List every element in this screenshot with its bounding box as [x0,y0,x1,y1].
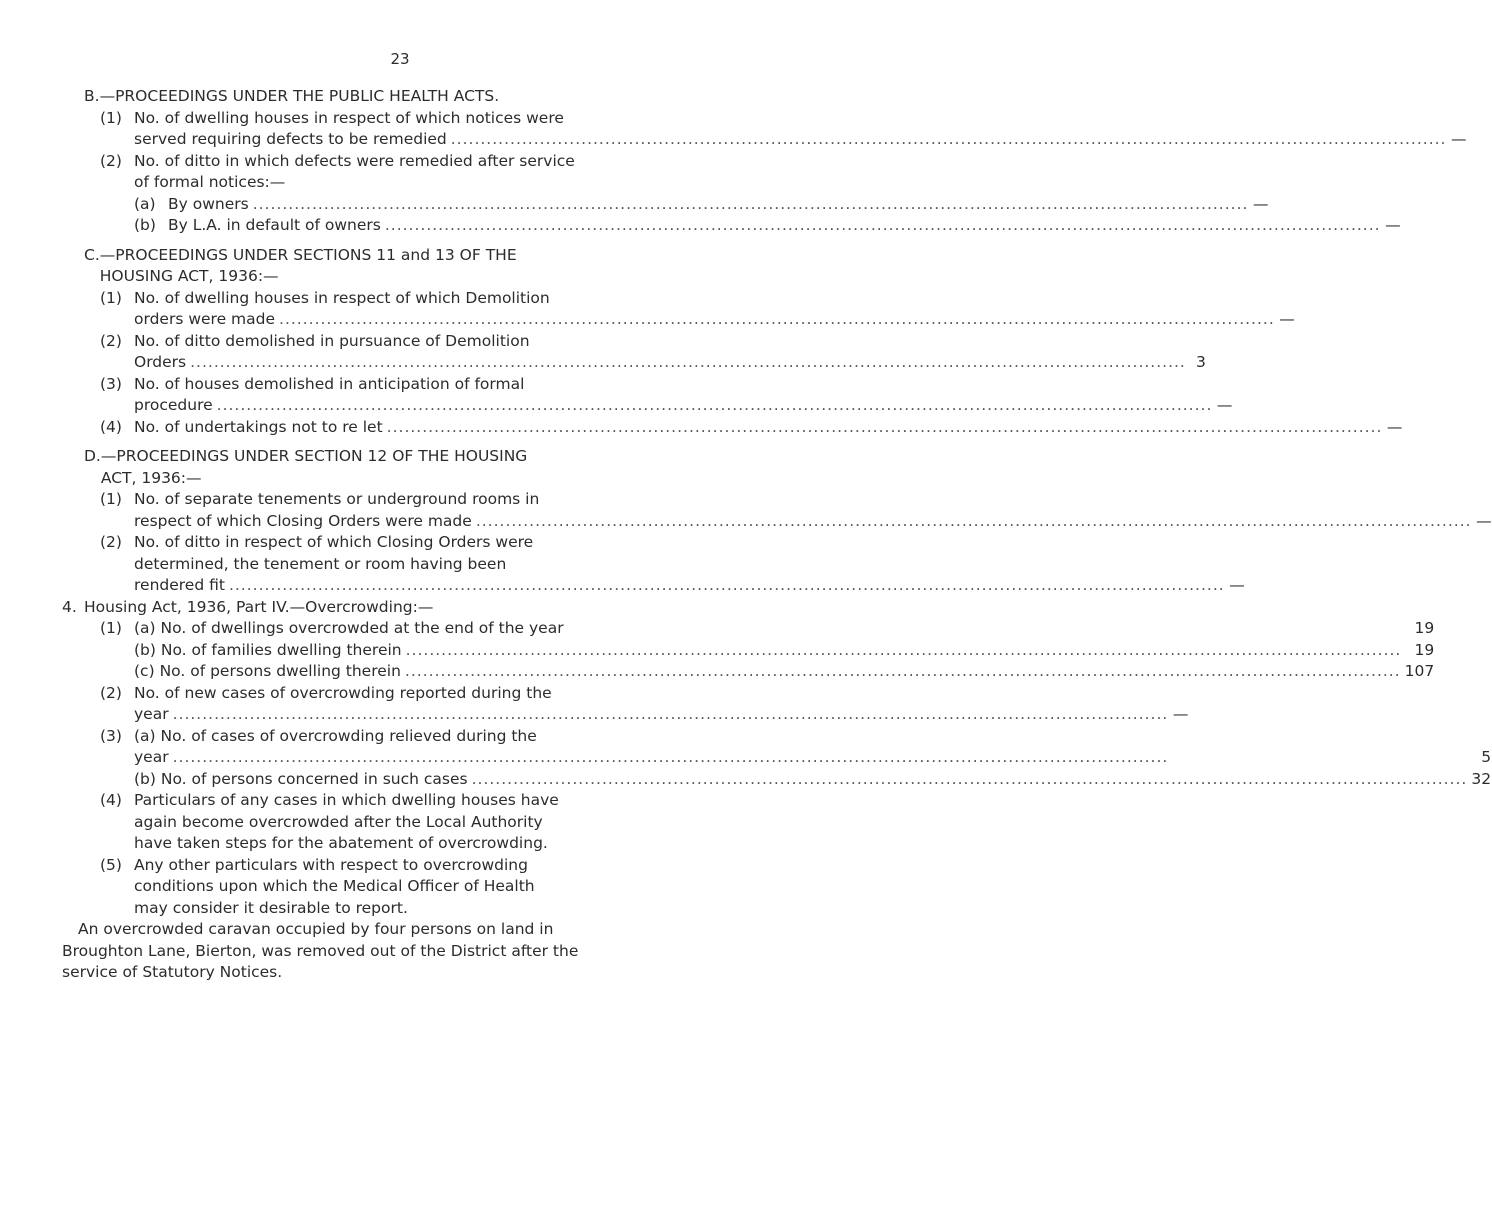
section-4-number: 4. [62,597,77,616]
section-c-letter: C. [84,245,100,264]
item-value: — [1279,310,1295,328]
item-text: No. of ditto demolished in pursuance of Demolition [134,331,530,350]
item-text: No. of separate tenements or underground rooms in [134,490,540,508]
paragraph-line: Broughton Lane, Bierton, was removed out of the District after the [62,941,579,960]
section-b-heading [84,86,726,108]
item-text: No. of ditto in respect of which Closing Orders were [134,533,534,551]
item-text: may consider it desirable to report. [134,898,408,917]
item-number: (1) [100,288,122,307]
section-4-title: Housing Act, 1936, Part IV.—Overcrowding:— [84,597,434,616]
section-4-heading [62,597,726,619]
item-value: — [1229,576,1245,594]
section-d-heading [84,446,726,489]
page-number: 23 [390,50,410,68]
section-b-subitem-b [84,215,1401,237]
item-text: orders were made [134,310,276,328]
item-text: Orders [134,353,187,371]
section-d-title-cont: ACT, 1936:— [100,468,202,487]
item-text: No. of dwelling houses in respect of which notices were [134,108,564,127]
item-text: Any other particulars with respect to overcrowding [134,855,528,874]
section-d-item-2 [84,532,1245,597]
item-number: (2) [100,683,122,702]
leader-dots [472,769,1468,791]
item-value: — [1451,130,1467,148]
item-text: No. of persons dwelling therein [159,662,401,680]
item-number: (5) [100,855,122,874]
subitem-label: (a) [134,726,156,745]
item-text: No. of new cases of overcrowding reported during the [134,683,552,702]
item-text: No. of dwelling houses in respect of which Demolition [134,288,550,307]
section-4-item-3 [84,726,1492,791]
subitem-label: (b) [134,640,156,659]
item-text: year [134,705,169,723]
leader-dots [253,194,1249,216]
leader-dots [476,511,1472,533]
section-d-letter: D. [84,447,101,465]
item-number: (2) [100,331,122,350]
leader-dots [387,417,1383,439]
leader-dots [229,575,1225,597]
item-value: 3 [1196,353,1206,371]
leader-dots [173,704,1169,726]
leader-dots [217,395,1213,417]
item-text: Particulars of any cases in which dwelling houses have [134,791,559,809]
leader-dots [190,352,1186,374]
subitem-label: (a) [134,619,156,637]
subitem-label: (b) [134,216,156,234]
item-text: procedure [134,396,213,414]
item-value: — [1252,194,1269,213]
item-value: — [1216,396,1233,414]
item-number: (1) [100,108,122,127]
leader-dots [451,129,1447,151]
item-number: (4) [100,417,122,436]
section-d-item-1 [84,489,1492,532]
section-c-item-4 [84,417,1403,439]
item-text: No. of cases of overcrowding relieved during the [160,726,537,745]
item-text: No. of persons concerned in such cases [160,769,468,788]
item-number: (2) [100,533,122,551]
item-value: 107 [1404,662,1435,680]
section-b-letter: B. [84,87,100,105]
item-number: (4) [100,791,122,809]
item-text: of formal notices:— [134,173,286,191]
item-text: No. of ditto in which defects were remedied after service [134,151,575,170]
section-d-title: —PROCEEDINGS UNDER SECTION 12 OF THE HOUSING [100,447,528,465]
item-number: (1) [100,490,122,508]
section-4-item-5 [84,855,726,920]
item-text: By L.A. in default of owners [168,216,381,234]
item-text: have taken steps for the abatement of overcrowding. [134,834,548,852]
item-value: 32 [1471,769,1492,788]
item-text: No. of houses demolished in anticipation of formal [134,374,525,393]
item-value: 19 [1414,640,1435,659]
item-text: rendered fit [134,576,225,594]
section-b-title: —PROCEEDINGS UNDER THE PUBLIC HEALTH ACTS. [99,87,500,105]
item-value: 5 [1481,748,1492,766]
closing-paragraph [62,919,726,984]
section-b-subitem-a [84,194,1269,216]
item-text: By owners [168,194,249,213]
leader-dots [173,747,1471,769]
section-c-title: —PROCEEDINGS UNDER SECTIONS 11 and 13 OF THE [99,245,517,264]
paragraph-line: service of Statutory Notices. [62,963,283,981]
item-text: conditions upon which the Medical Officer of Health [134,877,535,895]
item-text: again become overcrowded after the Local Authority [134,812,543,831]
item-value: — [1476,511,1492,530]
item-text: year [134,748,169,766]
leader-dots [385,215,1381,237]
section-4-item-2 [84,683,1189,726]
item-text: No. of families dwelling therein [160,640,402,659]
item-number: (1) [100,619,122,637]
item-number: (3) [100,374,122,393]
subitem-label: (b) [134,769,156,788]
section-b-item-1 [84,108,1467,151]
item-value: — [1385,216,1401,234]
paragraph-line: An overcrowded caravan occupied by four persons on land in [78,920,554,938]
section-c-heading [84,245,726,288]
section-c-item-1 [84,288,1295,331]
item-number: (3) [100,726,122,745]
item-text: No. of undertakings not to re let [134,417,383,436]
item-text: served requiring defects to be remedied [134,130,447,148]
subitem-label: (c) [134,662,155,680]
section-c-item-3 [84,374,1233,417]
section-4-item-4 [84,790,726,855]
item-number: (2) [100,151,122,170]
item-text: determined, the tenement or room having been [134,554,507,573]
section-c-title-cont: HOUSING ACT, 1936:— [99,267,279,285]
section-b-item-2 [84,151,726,194]
document-body [62,86,1492,984]
section-4-item-1 [84,618,1435,683]
item-text: No. of dwellings overcrowded at the end of the year [160,619,564,637]
leader-dots [405,661,1401,683]
subitem-label: (a) [134,194,156,213]
item-text: respect of which Closing Orders were made [134,511,472,530]
section-c-item-2 [84,331,1206,374]
item-value: 19 [1414,619,1435,637]
item-value: — [1172,705,1189,723]
leader-dots [406,640,1411,662]
leader-dots [279,309,1275,331]
item-value: — [1386,417,1403,436]
